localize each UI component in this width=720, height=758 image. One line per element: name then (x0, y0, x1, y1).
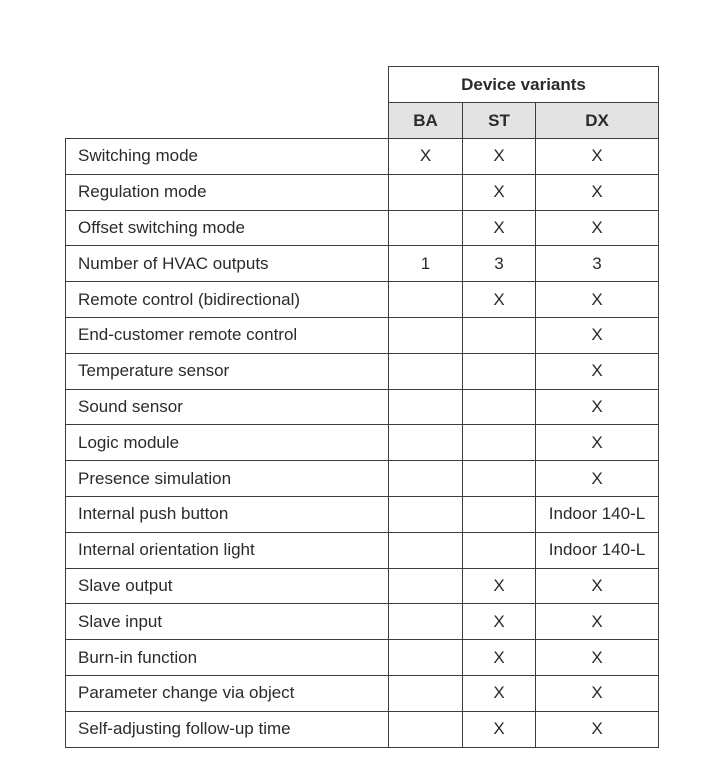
feature-label: Logic module (66, 425, 389, 461)
feature-label: Slave output (66, 568, 389, 604)
value-ba (389, 568, 463, 604)
value-ba (389, 210, 463, 246)
value-st (463, 317, 536, 353)
table-row (66, 604, 659, 640)
feature-label: End-customer remote control (66, 317, 389, 353)
value-ba (389, 711, 463, 747)
feature-label: Switching mode (66, 139, 389, 175)
feature-comparison-table (65, 66, 659, 748)
table-row (66, 389, 659, 425)
feature-label: Self-adjusting follow-up time (66, 711, 389, 747)
table-row (66, 675, 659, 711)
value-dx: X (536, 425, 659, 461)
value-st (463, 389, 536, 425)
table-row (66, 317, 659, 353)
value-st: X (463, 711, 536, 747)
value-ba (389, 389, 463, 425)
value-ba (389, 461, 463, 497)
feature-label: Regulation mode (66, 174, 389, 210)
feature-label: Internal push button (66, 496, 389, 532)
table-row (66, 139, 659, 175)
feature-label: Presence simulation (66, 461, 389, 497)
value-ba (389, 640, 463, 676)
group-header-cell: Device variants (389, 67, 659, 103)
value-st (463, 353, 536, 389)
value-ba (389, 317, 463, 353)
feature-label: Internal orientation light (66, 532, 389, 568)
table-row (66, 425, 659, 461)
value-ba: X (389, 139, 463, 175)
feature-label: Number of HVAC outputs (66, 246, 389, 282)
table-row (66, 353, 659, 389)
value-dx: X (536, 640, 659, 676)
value-dx: X (536, 389, 659, 425)
value-dx: X (536, 210, 659, 246)
value-ba (389, 282, 463, 318)
feature-label: Parameter change via object (66, 675, 389, 711)
value-ba (389, 174, 463, 210)
table-row (66, 711, 659, 747)
value-ba (389, 425, 463, 461)
value-st: X (463, 675, 536, 711)
column-header-ba: BA (389, 103, 463, 139)
value-ba (389, 675, 463, 711)
feature-label: Slave input (66, 604, 389, 640)
value-dx: Indoor 140-L (536, 532, 659, 568)
table-row (66, 640, 659, 676)
value-dx: X (536, 353, 659, 389)
value-ba (389, 532, 463, 568)
table-row (66, 532, 659, 568)
column-header-row (66, 103, 659, 139)
header-spacer (66, 103, 389, 139)
value-st: X (463, 174, 536, 210)
table-row (66, 210, 659, 246)
value-st (463, 496, 536, 532)
value-st: X (463, 210, 536, 246)
table-row (66, 568, 659, 604)
value-dx: X (536, 317, 659, 353)
table-row (66, 246, 659, 282)
value-st (463, 461, 536, 497)
column-header-dx: DX (536, 103, 659, 139)
value-dx: 3 (536, 246, 659, 282)
value-ba (389, 604, 463, 640)
value-st (463, 532, 536, 568)
value-ba (389, 353, 463, 389)
column-header-st: ST (463, 103, 536, 139)
value-st: X (463, 282, 536, 318)
value-st: X (463, 640, 536, 676)
feature-label: Burn-in function (66, 640, 389, 676)
table-row (66, 282, 659, 318)
value-st: X (463, 139, 536, 175)
table-row (66, 496, 659, 532)
value-st: X (463, 568, 536, 604)
value-dx: X (536, 139, 659, 175)
value-dx: X (536, 174, 659, 210)
value-st (463, 425, 536, 461)
group-header-row (66, 67, 659, 103)
feature-label: Temperature sensor (66, 353, 389, 389)
feature-label: Sound sensor (66, 389, 389, 425)
value-dx: X (536, 461, 659, 497)
table-row (66, 461, 659, 497)
feature-label: Offset switching mode (66, 210, 389, 246)
value-ba (389, 496, 463, 532)
value-st: 3 (463, 246, 536, 282)
value-dx: Indoor 140-L (536, 496, 659, 532)
value-st: X (463, 604, 536, 640)
feature-table-body (66, 139, 659, 748)
device-variants-table (65, 66, 659, 748)
value-dx: X (536, 568, 659, 604)
value-dx: X (536, 604, 659, 640)
value-dx: X (536, 675, 659, 711)
table-row (66, 174, 659, 210)
value-ba: 1 (389, 246, 463, 282)
feature-label: Remote control (bidirectional) (66, 282, 389, 318)
value-dx: X (536, 711, 659, 747)
value-dx: X (536, 282, 659, 318)
header-spacer (66, 67, 389, 103)
